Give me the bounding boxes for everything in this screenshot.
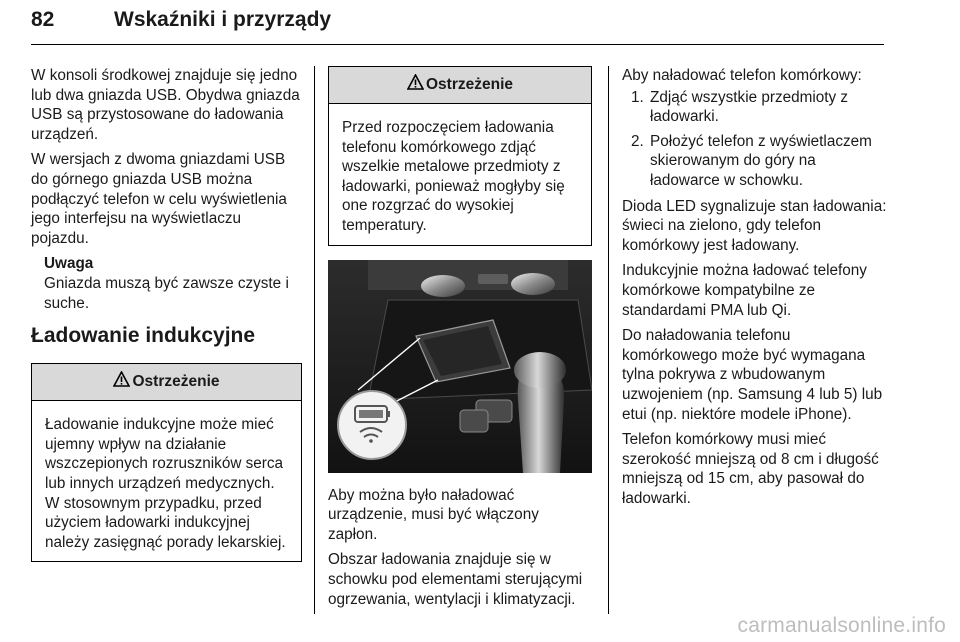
page-header — [31, 8, 884, 48]
header-rule — [31, 44, 884, 45]
usb-paragraph-1: W konsoli środkowej znajduje się jedno lub dwa gniazda USB. Obydwa gniazda USB są przystosowane do ładowania urządzeń. — [31, 67, 300, 143]
watermark: carmanualsonline.info — [737, 614, 946, 637]
warning-title: Ostrzeżenie — [132, 373, 220, 391]
section-heading: Ładowanie indukcyjne — [31, 324, 256, 348]
note-title: Uwaga — [44, 255, 94, 273]
column-divider — [314, 66, 315, 614]
usb-paragraph-2: W wersjach z dwoma gniazdami USB do górnego gniazda USB można podłączyć telefon w celu wyświetlenia jego interfejsu na wyświetlaczu pojazdu. — [31, 151, 287, 247]
compatibility-paragraph: Indukcyjnie można ładować telefony komórkowe kompatybilne ze standardami PMA lub Qi. — [622, 262, 867, 319]
step-item: 1. Zdjąć wszystkie przedmioty z ładowarki. — [648, 88, 888, 127]
column-2 — [328, 66, 592, 615]
warning-box-2 — [328, 66, 592, 246]
column-divider — [608, 66, 609, 614]
note-text: Gniazda muszą być zawsze czyste i suche. — [44, 274, 289, 312]
back-cover-paragraph: Do naładowania telefonu komórkowego może być wymagana tylna pokrywa z wbudowanym uzwojeniem (np. Samsung 4 lub 5) lub etui (np. niektóre modele iPhone). — [622, 327, 883, 423]
charging-area-paragraph: Obszar ładowania znajduje się w schowku pod elementami sterującymi ogrzewania, wentylacji i klimatyzacji. — [328, 551, 583, 608]
warning-title: Ostrzeżenie — [425, 76, 513, 94]
page-number: 82 — [31, 8, 55, 31]
warning-header — [329, 67, 591, 104]
wireless-charging-icon — [338, 391, 406, 459]
phone-size-paragraph: Telefon komórkowy musi mieć szerokość mniejszą od 8 cm i długość mniejszą od 15 cm, aby pasował do ładowarki. — [622, 431, 879, 507]
warning-triangle-icon — [113, 371, 130, 393]
steps-intro: Aby naładować telefon komórkowy: — [622, 67, 862, 84]
warning-text: Przed rozpoczęciem ładowania telefonu komórkowego zdjąć wszelkie metalowe przedmioty z ładowarki, ponieważ mogłyby się one rozgrzać do wysokiej temperatury. — [342, 119, 565, 234]
ignition-paragraph: Aby można było naładować urządzenie, musi być włączony zapłon. — [328, 486, 539, 543]
warning-box-1 — [31, 363, 302, 562]
note-block — [31, 254, 302, 313]
warning-header — [32, 364, 301, 401]
page-title: Wskaźniki i przyrządy — [114, 8, 332, 31]
step-item: 2. Położyć telefon z wyświetlaczem skierowanym do góry na ładowarce w schowku. — [648, 132, 888, 191]
charger-photo — [328, 260, 592, 473]
steps-list — [622, 88, 888, 191]
column-3 — [622, 66, 888, 514]
column-1 — [31, 66, 302, 562]
warning-text: Ładowanie indukcyjne może mieć ujemny wpływ na działanie wszczepionych rozruszników serca lub innych urządzeń medycznych. W stosownym przypadku, przed użyciem ładowarki indukcyjnej należy zasięgnąć porady lekarskiej. — [45, 416, 286, 551]
led-paragraph: Dioda LED sygnalizuje stan ładowania: świeci na zielono, gdy telefon komórkowy jest ładowany. — [622, 197, 887, 254]
warning-triangle-icon — [407, 74, 424, 96]
charger-illustration — [328, 260, 592, 473]
